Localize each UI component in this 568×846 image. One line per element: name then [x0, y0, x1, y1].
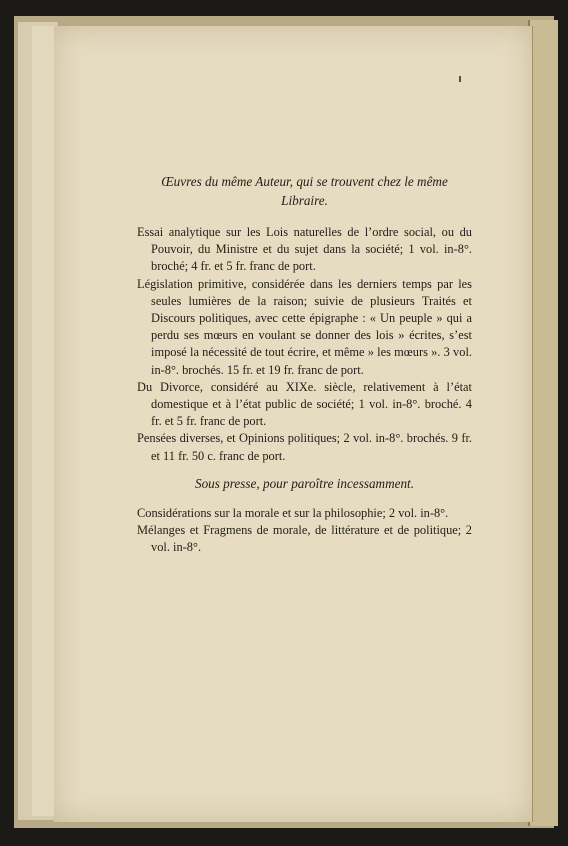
list-item: Considérations sur la morale et sur la philosophie; 2 vol. in-8°.	[137, 506, 449, 521]
list-item: Essai analytique sur les Lois naturelles de l’ordre social, ou du Pouvoir, du Ministre et du sujet dans la société; 1 vol. in-8°. broché; 4 fr. et 5 fr. franc de port.	[137, 225, 472, 274]
page-mark	[459, 76, 461, 82]
list-item: Du Divorce, considéré au XIXe. siècle, relativement à l’état domestique et à l’état public de société; 1 vol. in-8°. broché. 4 fr. et 5 fr. franc de port.	[137, 379, 472, 429]
page-text	[137, 172, 472, 557]
section-heading: Sous presse, pour paroître incessamment.	[194, 475, 415, 491]
list-item: Pensées diverses, et Opinions politiques; 2 vol. in-8°. brochés. 9 fr. et 11 fr. 50 c. franc de port.	[137, 431, 472, 463]
list-item: Législation primitive, considérée dans les derniers temps par les seules lumières de la raison; suivie de plusieurs Traités et Discours politiques, avec cette épigraphe : « Un peuple » qui a perdu ses mœurs en voulant se donner des lois » écrites, s’est imposé la nécessité de tout écrire, et même » les mœurs ». 3 vol. in-8°. brochés. 15 fr. et 19 fr. franc de port.	[137, 276, 472, 377]
page-heading: Œuvres du même Auteur, qui se trouvent chez le même Libraire.	[161, 174, 448, 208]
list-item: Mélanges et Fragmens de morale, de littérature et de politique; 2 vol. in-8°.	[137, 523, 472, 555]
